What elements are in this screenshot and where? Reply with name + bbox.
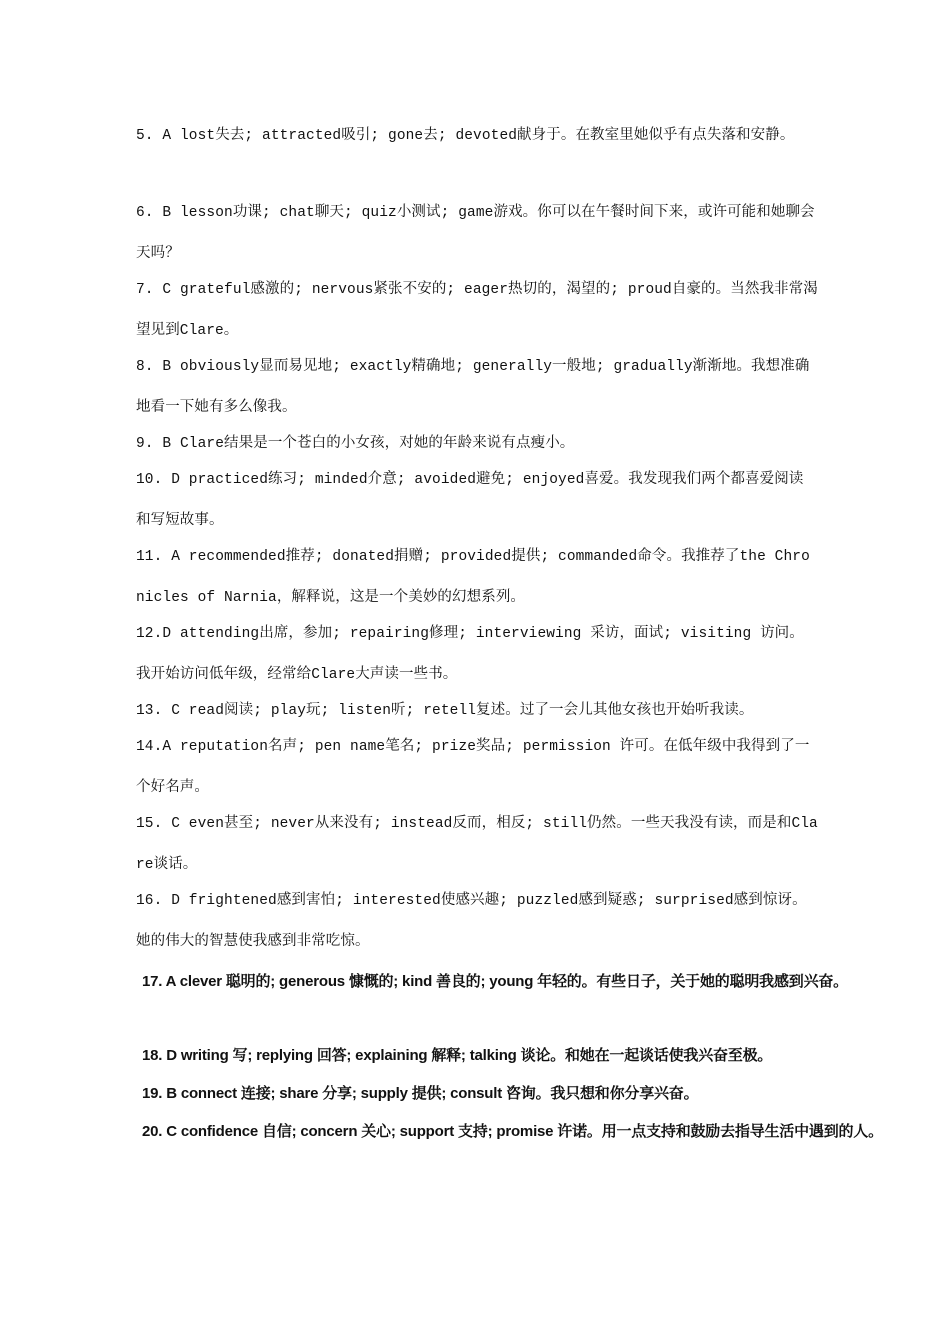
answer-item-18: 18. D writing 写; replying 回答; explaining 解释; talking 谈论。和她在一起谈话使我兴奋至极。 — [142, 1047, 773, 1064]
answer-item-19: 19. B connect 连接; share 分享; supply 提供; consult 咨询。我只想和你分享兴奋。 — [142, 1085, 699, 1102]
answer-item-5: 5. A lost失去; attracted吸引; gone去; devoted献身于。在教室里她似乎有点失落和安静。 — [136, 128, 795, 144]
answer-item-9: 9. B Clare结果是一个苍白的小女孩，对她的年龄来说有点瘦小。 — [136, 436, 575, 452]
answer-item-16: 16. D frightened感到害怕; interested使感兴趣; puzzled感到疑惑; surprised感到惊讶。她的伟大的智慧使我感到非常吃惊。 — [136, 893, 807, 950]
answer-item-15: 15. C even甚至; never从来没有; instead反而，相反; still仍然。一些天我没有读，而是和Clare谈话。 — [136, 816, 818, 873]
answer-item-6: 6. B lesson功课; chat聊天; quiz小测试; game游戏。你可以在午餐时间下来，或许可能和她聊会天吗？ — [136, 205, 815, 262]
answer-item-7: 7. C grateful感激的; nervous紧张不安的; eager热切的，渴望的; proud自豪的。当然我非常渴望见到Clare。 — [136, 282, 818, 339]
answer-item-14: 14.A reputation名声; pen name笔名; prize奖品; permission 许可。在低年级中我得到了一个好名声。 — [136, 739, 810, 796]
answer-item-11: 11. A recommended推荐; donated捐赠; provided提供; commanded命令。我推荐了the Chronicles of Narnia，解释说，这是一个美妙的幻想系列。 — [136, 549, 810, 606]
answer-item-10: 10. D practiced练习; minded介意; avoided避免; enjoyed喜爱。我发现我们两个都喜爱阅读和写短故事。 — [136, 472, 804, 529]
answer-item-17: 17. A clever 聪明的; generous 慷慨的; kind 善良的; young 年轻的。有些日子，关于她的聪明我感到兴奋。 — [142, 973, 848, 990]
answer-item-12: 12.D attending出席，参加; repairing修理; interviewing 采访，面试; visiting 访问。我开始访问低年级，经常给Clare大声读一些书。 — [136, 626, 804, 683]
answer-item-20: 20. C confidence 自信; concern 关心; support 支持; promise 许诺。用一点支持和鼓励去指导生活中遇到的人。 — [142, 1123, 883, 1140]
answer-item-13: 13. C read阅读; play玩; listen听; retell复述。过了一会儿其他女孩也开始听我读。 — [136, 703, 754, 719]
answer-item-8: 8. B obviously显而易见地; exactly精确地; generally一般地; gradually渐渐地。我想准确地看一下她有多么像我。 — [136, 359, 810, 416]
